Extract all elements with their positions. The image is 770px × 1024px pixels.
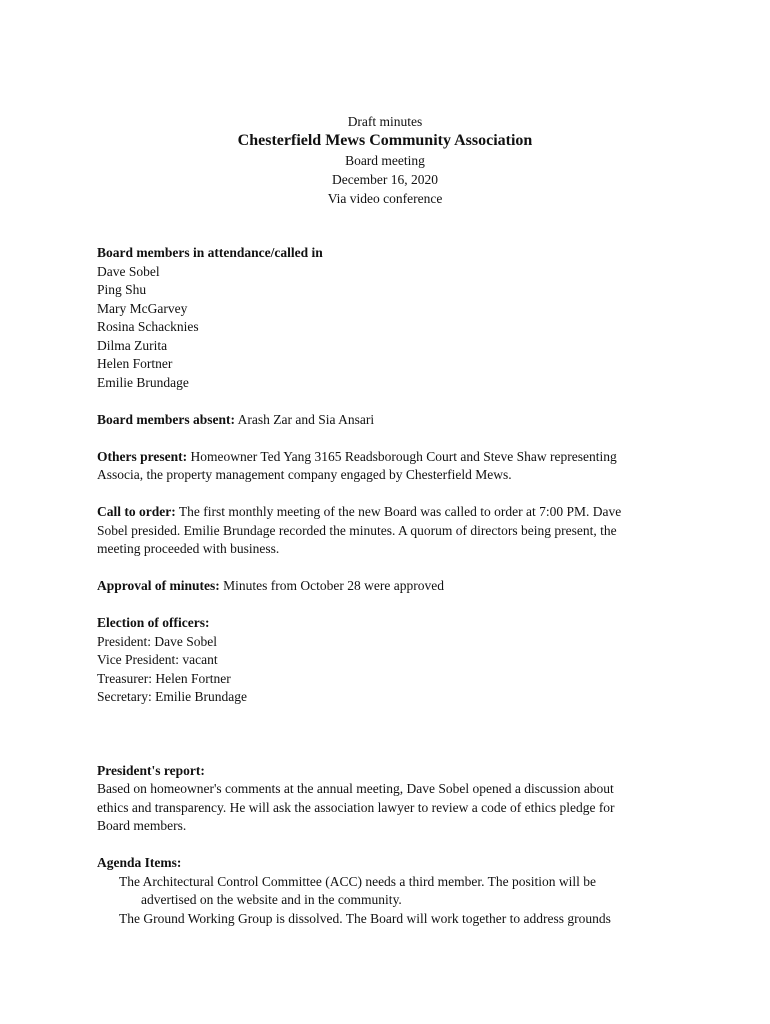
agenda-heading: Agenda Items: — [97, 855, 182, 870]
call-to-order-label: Call to order: — [97, 504, 176, 519]
others-text-line: Associa, the property management company engaged by Chesterfield Mews. — [97, 467, 512, 482]
spacer — [97, 392, 677, 411]
approval-section — [97, 577, 677, 596]
agenda-section — [97, 854, 677, 928]
document-header — [0, 112, 770, 208]
president-report-section — [97, 762, 677, 836]
spacer — [97, 836, 677, 855]
absent-section — [97, 411, 677, 430]
attendee-name: Dave Sobel — [97, 263, 160, 279]
attendee-name: Ping Shu — [97, 282, 147, 297]
attendee-name: Dilma Zurita — [97, 337, 168, 353]
spacer — [97, 485, 677, 504]
agenda-item-line: The Ground Working Group is dissolved. The Board will work together to address grounds — [119, 910, 611, 926]
agenda-item-line: The Architectural Control Committee (ACC) needs a third member. The position will be — [119, 873, 597, 889]
attendee-name: Rosina Schacknies — [97, 319, 199, 334]
call-to-order-text-line: The first monthly meeting of the new Board was called to order at 7:00 PM. Dave — [175, 504, 622, 519]
approval-text: Minutes from October 28 were approved — [219, 578, 444, 593]
others-text-line: Homeowner Ted Yang 3165 Readsborough Court and Steve Shaw representing — [187, 448, 617, 464]
spacer — [97, 429, 677, 448]
organization-title: Chesterfield Mews Community Association — [237, 132, 533, 149]
spacer — [97, 559, 677, 578]
president-report-line: Board members. — [97, 818, 187, 833]
officer-line: Secretary: Emilie Brundage — [97, 689, 247, 704]
approval-label: Approval of minutes: — [97, 578, 220, 593]
attendee-name: Helen Fortner — [97, 356, 173, 371]
call-to-order-section — [97, 503, 677, 559]
election-heading: Election of officers: — [97, 615, 210, 630]
meeting-venue: Via video conference — [327, 191, 443, 206]
agenda-item-continuation: advertised on the website and in the community. — [141, 892, 402, 907]
call-to-order-text-line: Sobel presided. Emilie Brundage recorded the minutes. A quorum of directors being present, the — [97, 522, 617, 538]
others-label: Others present: — [97, 448, 188, 464]
president-report-line: Based on homeowner's comments at the annual meeting, Dave Sobel opened a discussion about — [97, 781, 614, 796]
president-report-heading: President's report: — [97, 762, 205, 778]
election-section — [97, 614, 677, 707]
absent-text: Arash Zar and Sia Ansari — [235, 411, 375, 427]
officer-line: Vice President: vacant — [97, 652, 218, 667]
attendee-name: Emilie Brundage — [97, 374, 189, 390]
minutes-body — [97, 244, 677, 928]
officer-line: President: Dave Sobel — [97, 633, 217, 649]
spacer — [97, 707, 677, 762]
meeting-date: December 16, 2020 — [331, 172, 439, 187]
attendee-name: Mary McGarvey — [97, 300, 188, 316]
attendance-heading: Board members in attendance/called in — [97, 245, 323, 260]
meeting-type: Board meeting — [345, 153, 425, 168]
president-report-line: ethics and transparency. He will ask the association lawyer to review a code of ethics pledge for — [97, 799, 615, 815]
spacer — [97, 596, 677, 615]
absent-label: Board members absent: — [97, 411, 235, 427]
officer-line: Treasurer: Helen Fortner — [97, 670, 231, 686]
others-section — [97, 448, 677, 485]
call-to-order-text-line: meeting proceeded with business. — [97, 541, 280, 556]
draft-label: Draft minutes — [347, 114, 423, 129]
attendance-section — [97, 244, 677, 392]
